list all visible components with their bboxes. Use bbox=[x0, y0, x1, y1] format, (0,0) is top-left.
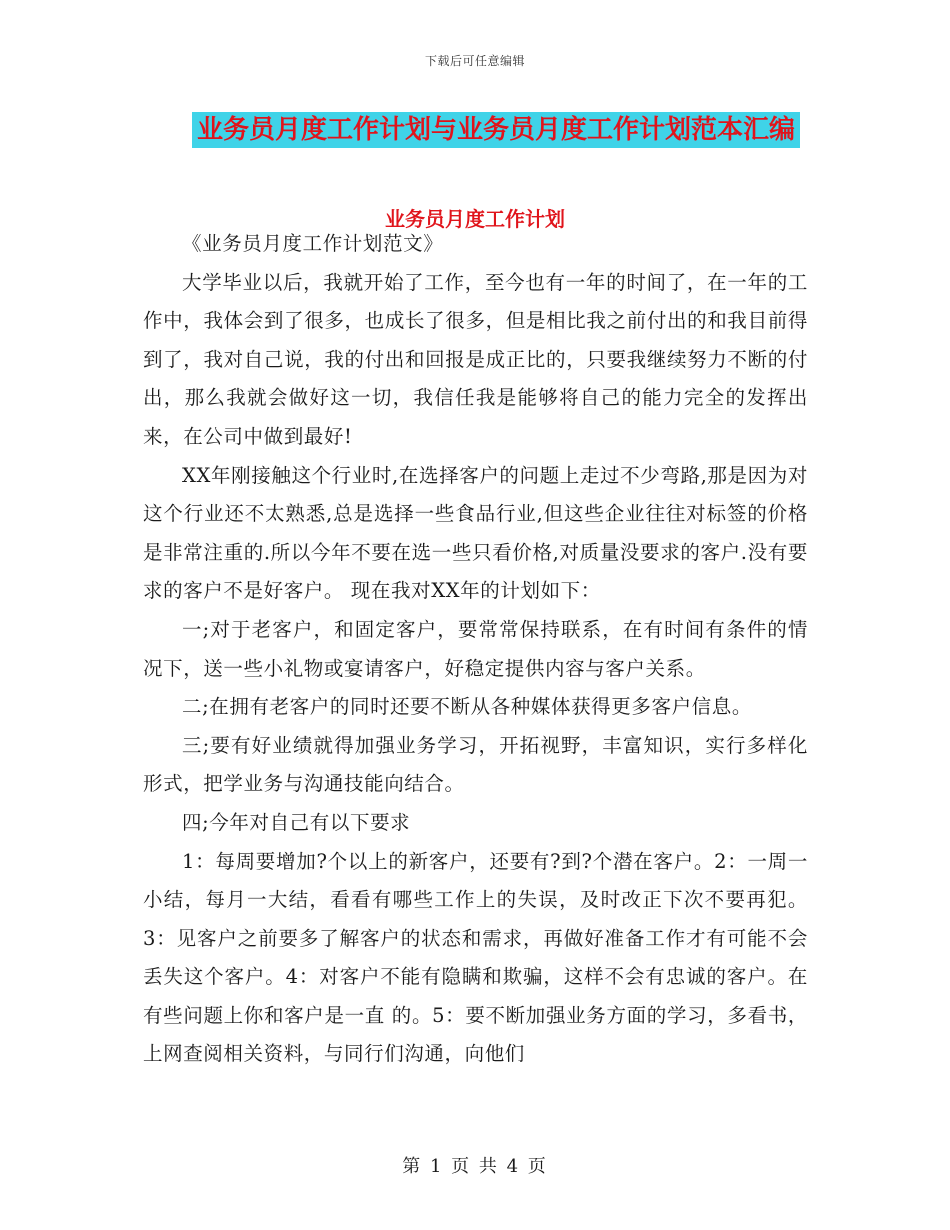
header-note: 下载后可任意编辑 bbox=[424, 54, 525, 68]
document-body bbox=[143, 225, 808, 1074]
paragraph: 三;要有好业绩就得加强业务学习，开拓视野，丰富知识，实行多样化形式，把学业务与沟通技能向结合。 bbox=[143, 733, 808, 796]
doc-label: 《业务员月度工作计划范文》 bbox=[182, 232, 444, 255]
section-title: 业务员月度工作计划 bbox=[385, 207, 565, 231]
paragraph: 1：每周要增加?个以上的新客户，还要有?到?个潜在客户。2：一周一小结，每月一大结，看看有哪些工作上的失误，及时改正下次不要再犯。3：见客户之前要多了解客户的状态和需求，再做好准备工作才有可能不会丢失这个客户。4：对客户不能有隐瞒和欺骗，这样不会有忠诚的客户。在有些问题上你和客户是一直 的。5：要不断加强业务方面的学习，多看书，上网查阅相关资料，与同行们沟通，向他们 bbox=[143, 849, 808, 1066]
paragraph: 二;在拥有老客户的同时还要不断从各种媒体获得更多客户信息。 bbox=[182, 695, 752, 719]
document-title: 业务员月度工作计划与业务员月度工作计划范本汇编 bbox=[192, 112, 800, 148]
page-number: 第 1 页 共 4 页 bbox=[402, 1156, 548, 1177]
paragraph: XX年刚接触这个行业时,在选择客户的问题上走过不少弯路,那是因为对这个行业还不太熟悉,总是选择一些食品行业,但这些企业往往对标签的价格是非常注重的.所以今年不要在选一些只看价格,对质量没要求的客户.没有要求的客户不是好客户。 现在我对XX年的计划如下： bbox=[143, 463, 808, 603]
paragraph: 四;今年对自己有以下要求 bbox=[182, 810, 411, 834]
paragraph: 大学毕业以后，我就开始了工作，至今也有一年的时间了，在一年的工作中，我体会到了很多，也成长了很多，但是相比我之前付出的和我目前得到了，我对自己说，我的付出和回报是成正比的，只要我继续努力不断的付出，那么我就会做好这一切，我信任我是能够将自己的能力完全的发挥出来，在公司中做到最好! bbox=[143, 270, 808, 448]
paragraph: 一;对于老客户，和固定客户，要常常保持联系，在有时间有条件的情况下，送一些小礼物或宴请客户，好稳定提供内容与客户关系。 bbox=[143, 617, 808, 680]
